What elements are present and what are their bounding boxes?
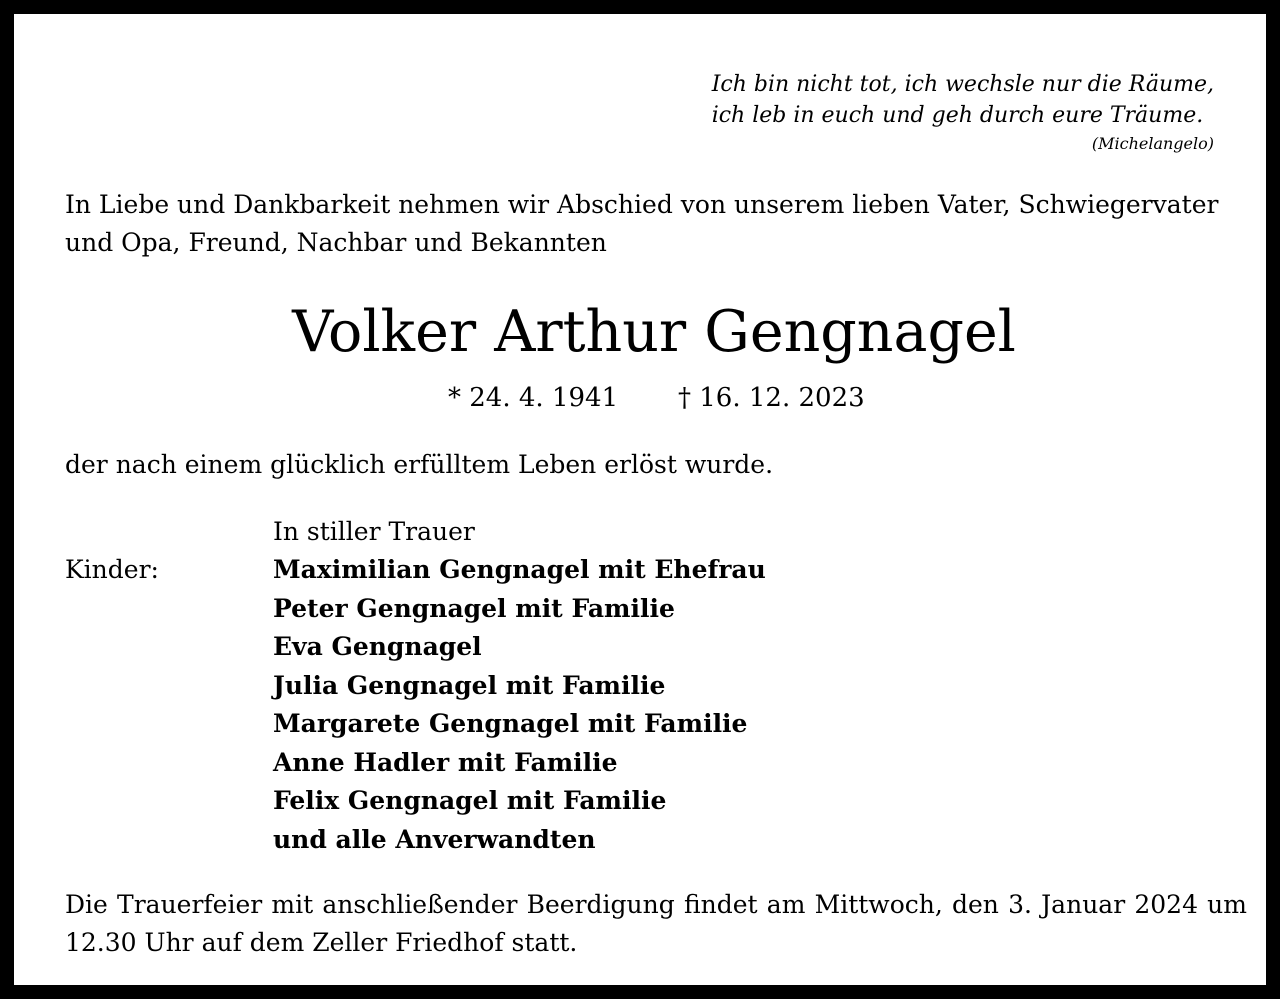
quote-block [712,69,1214,155]
intro-text: In Liebe und Dankbarkeit nehmen wir Abschied von unserem lieben Vater, Schwiegervater und Opa, Freund, Nachbar und Bekannten [65,190,1219,257]
list-item: Anne Hadler mit Familie [273,747,618,777]
list-item: Eva Gengnagel [273,632,482,661]
list-item: Margarete Gengnagel mit Familie [273,709,748,738]
quote-line-2: ich leb in euch und geh durch eure Träume. [711,103,1204,128]
quote-line-1: Ich bin nicht tot, ich wechsle nur die Räume, [711,72,1214,97]
released-text: der nach einem glücklich erfülltem Leben erlöst wurde. [65,450,774,479]
mourning-label: In stiller Trauer [273,517,475,546]
list-item: Peter Gengnagel mit Familie [273,593,675,623]
list-item: Julia Gengnagel mit Familie [273,670,666,700]
death-date: † 16. 12. 2023 [678,383,865,413]
list-item: und alle Anverwandten [273,824,596,854]
list-item: Maximilian Gengnagel mit Ehefrau [273,555,766,584]
deceased-name: Volker Arthur Gengnagel [292,299,1016,365]
funeral-details: Die Trauerfeier mit anschließender Beerdigung findet am Mittwoch, den 3. Januar 2024 um 12.30 Uhr auf dem Zeller Friedhof statt. [65,890,1247,957]
children-label: Kinder: [65,555,159,584]
list-item: Felix Gengnagel mit Familie [273,786,667,815]
quote-author: (Michelangelo) [1091,134,1214,153]
birth-date: * 24. 4. 1941 [448,383,619,413]
mourners-list [273,551,766,859]
